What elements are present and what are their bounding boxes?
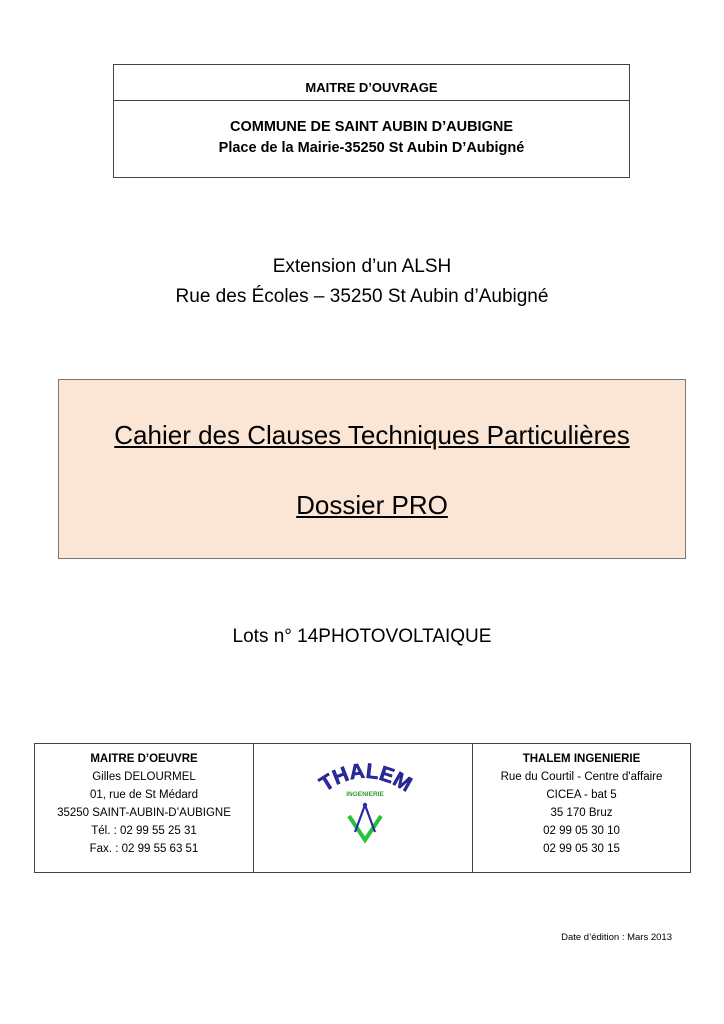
compass-square-icon (349, 803, 381, 840)
title-box (58, 379, 686, 559)
contacts-table (34, 743, 691, 873)
bet-cell (473, 744, 690, 872)
owner-address: Place de la Mairie-35250 St Aubin D’Aubigné (218, 140, 525, 156)
owner-body (114, 101, 629, 159)
maitre-oeuvre-line: Gilles DELOURMEL (92, 771, 196, 783)
project-info (0, 252, 724, 312)
bet-line: CICEA - bat 5 (546, 789, 617, 801)
maitre-oeuvre-line: 01, rue de St Médard (89, 789, 199, 801)
project-line-2: Rue des Écoles – 35250 St Aubin d’Aubigné (175, 286, 549, 307)
document-subtitle: Dossier PRO (296, 490, 448, 520)
owner-header: MAITRE D’OUVRAGE (114, 65, 629, 101)
logo-cell (254, 744, 473, 872)
owner-box (113, 64, 630, 178)
thalem-logo (254, 750, 473, 878)
lots-label: Lots n° 14PHOTOVOLTAIQUE (232, 626, 492, 647)
bet-header: THALEM INGENIERIE (522, 753, 641, 765)
maitre-oeuvre-cell (35, 744, 254, 872)
logo-word: THALEM (315, 759, 416, 797)
bet-line: Rue du Courtil - Centre d'affaire (500, 771, 663, 783)
project-line-1: Extension d’un ALSH (272, 256, 452, 277)
bet-line: 35 170 Bruz (550, 807, 613, 819)
bet-line: 02 99 05 30 15 (543, 843, 620, 855)
maitre-oeuvre-header: MAITRE D’OEUVRE (90, 753, 198, 765)
logo-subtext: INGENIERIE (346, 791, 384, 798)
maitre-oeuvre-line: Fax. : 02 99 55 63 51 (89, 843, 199, 855)
owner-name: COMMUNE DE SAINT AUBIN D’AUBIGNE (229, 119, 514, 135)
edition-date: Date d’édition : Mars 2013 (561, 932, 672, 943)
document-title: Cahier des Clauses Techniques Particulières (114, 420, 630, 450)
maitre-oeuvre-line: Tél. : 02 99 55 25 31 (91, 825, 197, 837)
bet-line: 02 99 05 30 10 (543, 825, 620, 837)
maitre-oeuvre-line: 35250 SAINT-AUBIN-D’AUBIGNE (57, 807, 231, 819)
